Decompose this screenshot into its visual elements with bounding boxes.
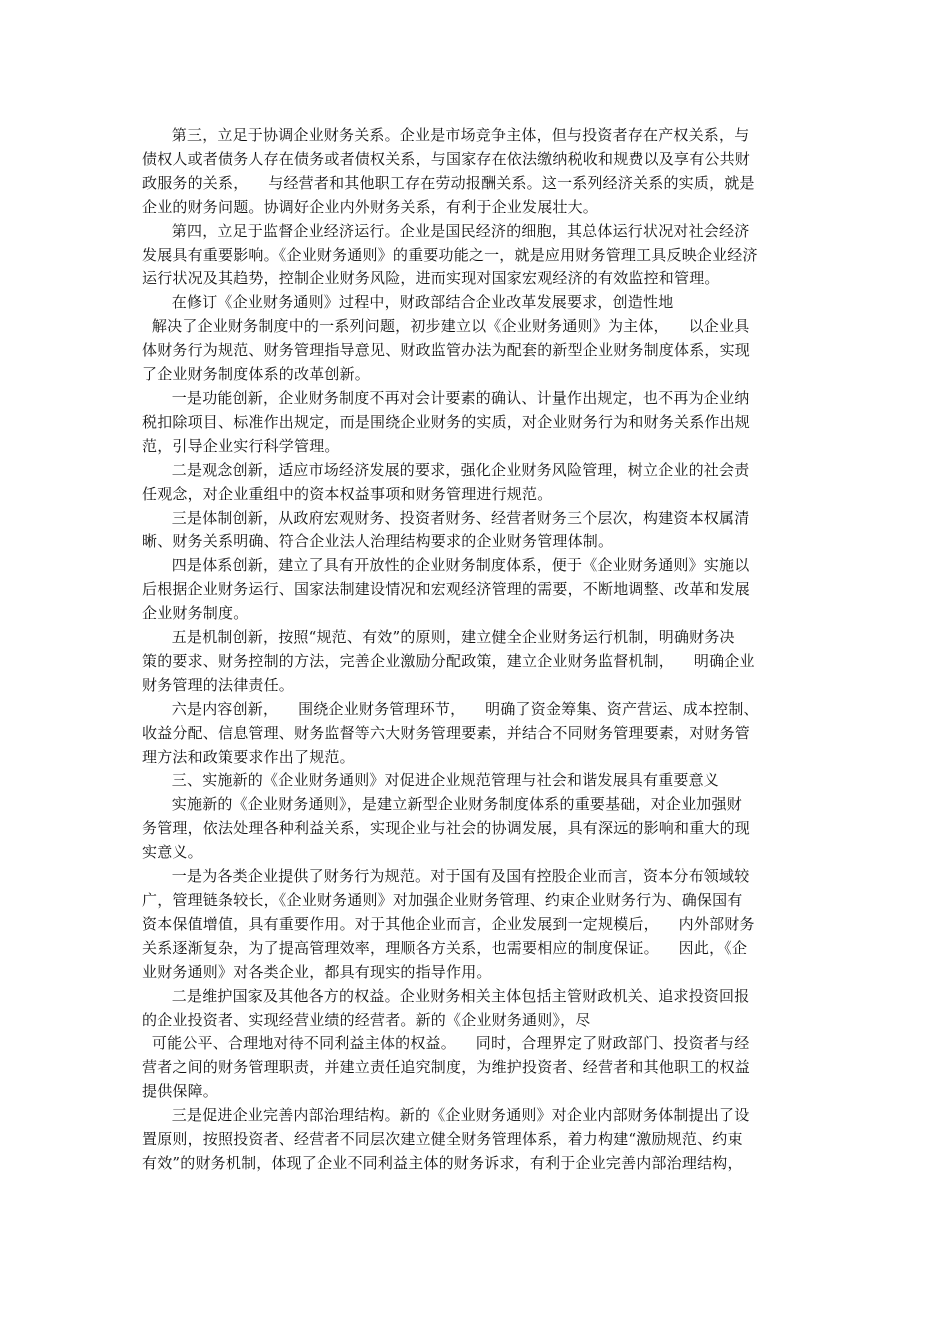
text-line: 企业财务制度。	[142, 604, 249, 623]
text-line: 解决了企业财务制度中的一系列问题，初步建立以《企业财务通则》为主体， 以企业具	[142, 317, 750, 336]
text-line: 的企业投资者、实现经营业绩的经营者。新的《企业财务通则》，尽	[142, 1010, 591, 1029]
document-page	[142, 124, 814, 1176]
text-line: 晰、财务关系明确、符合企业法人治理结构要求的企业财务管理体制。	[142, 532, 614, 551]
text-line: 运行状况及其趋势，控制企业财务风险，进而实现对国家宏观经济的有效监控和管理。	[142, 269, 720, 288]
text-line: 任观念，对企业重组中的资本权益事项和财务管理进行规范。	[142, 484, 553, 503]
text-line: 债权人或者债务人存在债务或者债权关系，与国家存在依法缴纳税收和规费以及享有公共财	[142, 149, 751, 168]
text-line: 二是维护国家及其他各方的权益。企业财务相关主体包括主管财政机关、追求投资回报	[142, 986, 750, 1005]
text-line: 范，引导企业实行科学管理。	[142, 436, 340, 455]
paragraph	[142, 220, 814, 292]
paragraph	[142, 698, 814, 770]
text-line: 广，管理链条较长，《企业财务通则》对加强企业财务管理、约束企业财务行为、确保国有	[142, 891, 743, 909]
text-line: 二是观念创新，适应市场经济发展的要求，强化企业财务风险管理，树立企业的社会责	[142, 460, 750, 479]
text-line: 政服务的关系， 与经营者和其他职工存在劳动报酬关系。这一系列经济关系的实质，就是	[142, 173, 755, 192]
text-line: 后根据企业财务运行、国家法制建设情况和宏观经济管理的需要，不断地调整、改革和发展	[142, 580, 751, 599]
text-line: 可能公平、合理地对待不同利益主体的权益。 同时，合理界定了财政部门、投资者与经	[142, 1034, 750, 1053]
text-line: 理方法和政策要求作出了规范。	[142, 747, 355, 766]
text-line: 六是内容创新， 围绕企业财务管理环节， 明确了资金筹集、资产营运、成本控制、	[142, 699, 759, 718]
paragraph	[142, 387, 814, 459]
text-line: 体财务行为规范、财务管理指导意见、财政监管办法为配套的新型企业财务制度体系，实现	[142, 341, 751, 360]
text-line: 三、实施新的《企业财务通则》对促进企业规范管理与社会和谐发展具有重要意义	[142, 771, 720, 790]
paragraph	[142, 124, 814, 220]
text-line: 了企业财务制度体系的改革创新。	[142, 365, 371, 384]
text-line: 三是体制创新，从政府宏观财务、投资者财务、经营者财务三个层次，构建资本权属清	[142, 508, 750, 527]
text-line: 第四，立足于监督企业经济运行。企业是国民经济的细胞，其总体运行状况对社会经济	[142, 221, 750, 240]
paragraph	[142, 793, 814, 865]
text-line: 发展具有重要影响。《企业财务通则》的重要功能之一，就是应用财务管理工具反映企业经济	[142, 245, 758, 264]
paragraph	[142, 769, 814, 793]
text-line: 业财务通则》对各类企业，都具有现实的指导作用。	[142, 962, 492, 981]
text-line: 实意义。	[142, 843, 203, 862]
text-line: 企业的财务问题。协调好企业内外财务关系，有利于企业发展壮大。	[142, 197, 599, 216]
text-line: 务管理，依法处理各种利益关系，实现企业与社会的协调发展，具有深远的影响和重大的现	[142, 819, 751, 838]
text-line: 财务管理的法律责任。	[142, 675, 295, 694]
paragraph	[142, 626, 814, 698]
paragraph	[142, 507, 814, 555]
text-line: 税扣除项目、标准作出规定，而是围绕企业财务的实质，对企业财务行为和财务关系作出规	[142, 412, 751, 431]
text-line: 五是机制创新，按照“规范、有效”的原则，建立健全企业财务运行机制，明确财务决	[142, 628, 735, 647]
text-line: 提供保障。	[142, 1082, 219, 1101]
paragraph	[142, 1104, 814, 1176]
paragraph	[142, 985, 814, 1105]
text-line: 在修订《企业财务通则》过程中，财政部结合企业改革发展要求，创造性地	[142, 293, 674, 312]
text-line: 一是功能创新，企业财务制度不再对会计要素的确认、计量作出规定，也不再为企业纳	[142, 388, 750, 407]
paragraph	[142, 865, 814, 985]
text-line: 实施新的《企业财务通则》，是建立新型企业财务制度体系的重要基础，对企业加强财	[142, 795, 742, 814]
text-line: 资本保值增值，具有重要作用。对于其他企业而言，企业发展到一定规模后， 内外部财务	[142, 914, 755, 933]
text-line: 策的要求、财务控制的方法，完善企业激励分配政策，建立企业财务监督机制， 明确企业	[142, 651, 755, 670]
paragraph	[142, 554, 814, 626]
text-line: 三是促进企业完善内部治理结构。新的《企业财务通则》对企业内部财务体制提出了设	[142, 1106, 750, 1125]
paragraph	[142, 291, 814, 387]
text-line: 第三，立足于协调企业财务关系。企业是市场竞争主体，但与投资者存在产权关系，与	[142, 126, 750, 144]
text-line: 一是为各类企业提供了财务行为规范。对于国有及国有控股企业而言，资本分布领域较	[142, 867, 750, 886]
text-line: 有效”的财务机制，体现了企业不同利益主体的财务诉求，有利于企业完善内部治理结构，	[142, 1153, 743, 1172]
paragraph	[142, 459, 814, 507]
text-line: 营者之间的财务管理职责，并建立责任追究制度，为维护投资者、经营者和其他职工的权益	[142, 1058, 751, 1077]
text-line: 关系逐渐复杂，为了提高管理效率，理顺各方关系，也需要相应的制度保证。 因此，《企	[142, 938, 748, 957]
text-line: 置原则，按照投资者、经营者不同层次建立健全财务管理体系，着力构建“激励规范、约束	[142, 1130, 743, 1149]
text-line: 四是体系创新，建立了具有开放性的企业财务制度体系，便于《企业财务通则》实施以	[142, 556, 750, 575]
text-line: 收益分配、信息管理、财务监督等六大财务管理要素，并结合不同财务管理要素，对财务管	[142, 723, 751, 742]
